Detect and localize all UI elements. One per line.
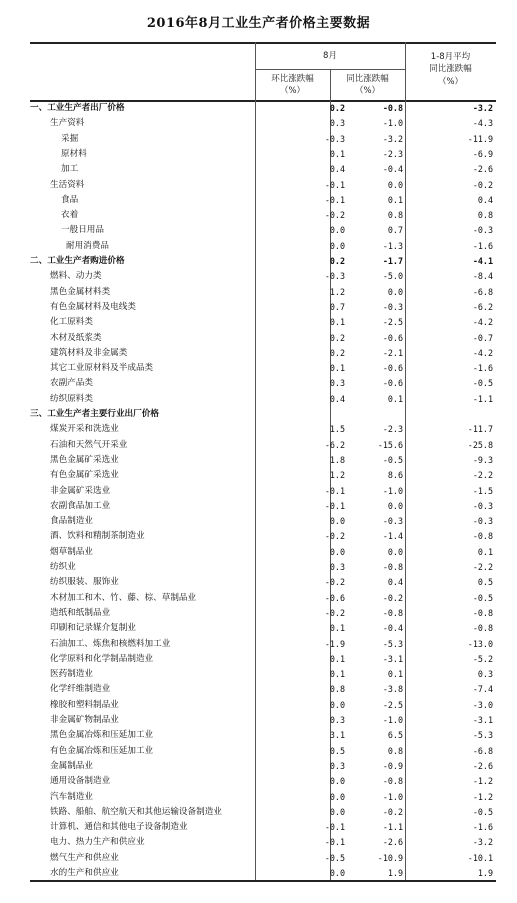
yoy-value: -0.4 [382,164,403,175]
table-row [30,591,496,606]
row-label: 一般日用品 [61,225,104,236]
mom-value: 0.8 [329,684,345,695]
yoy-value: -1.4 [382,531,403,542]
mom-value: 0.7 [329,301,345,312]
table-row [30,132,496,147]
yoy-value: -2.5 [382,699,403,710]
yoy-value: -0.3 [382,516,403,527]
yoy-value: 0.0 [387,546,403,557]
row-label: 医药制造业 [50,669,93,680]
yoy-value: -1.1 [382,822,403,833]
row-label: 造纸和纸制品业 [50,607,111,618]
ytd-value: 0.1 [477,546,493,557]
row-label: 烟草制品业 [50,546,93,557]
mom-value: -0.1 [324,179,345,190]
mom-value: 0.0 [329,806,345,817]
yoy-value: -2.3 [382,424,403,435]
table-row [30,667,496,682]
ytd-value: -4.1 [472,256,493,266]
mom-value: 0.0 [329,240,345,251]
ytd-value: -1.5 [472,485,493,496]
mom-value: 0.2 [329,332,345,343]
mom-value: 0.0 [329,516,345,527]
ytd-value: -0.5 [472,378,493,389]
row-label: 纺织服装、服饰业 [50,577,119,588]
table-row [30,744,496,759]
row-label: 农副产品类 [50,378,93,389]
mom-value: -6.2 [324,439,345,450]
table-row [30,484,496,499]
yoy-value: -0.8 [382,103,403,113]
ytd-value: -4.2 [472,347,493,358]
row-label: 印刷和记录媒介复制业 [50,623,136,634]
row-label: 纺织业 [50,562,76,572]
table-row [30,713,496,728]
table-row [30,820,496,835]
table-row [30,116,496,131]
ytd-value: -9.3 [472,454,493,465]
table-row [30,545,496,560]
row-label: 耐用消费品 [66,240,109,251]
yoy-value: 6.5 [387,730,403,741]
yoy-value: -10.9 [377,852,403,863]
row-label: 计算机、通信和其他电子设备制造业 [50,822,188,833]
table-row [30,376,496,391]
ytd-value: -8.4 [472,271,493,282]
mom-value: -0.1 [324,500,345,511]
yoy-value: -2.6 [382,837,403,848]
row-label: 水的生产和供应业 [50,868,119,878]
yoy-value: -0.6 [382,332,403,343]
row-label: 有色金属材料及电线类 [50,301,136,312]
ytd-value: -0.3 [472,500,493,511]
mom-value: 0.1 [329,653,345,664]
row-label: 采掘 [61,133,79,144]
ytd-value: -3.1 [472,715,493,725]
ytd-value: -0.3 [472,516,493,527]
mom-value: -0.1 [324,822,345,833]
header-yoy-line2: （%） [354,86,381,96]
mom-value: 0.1 [329,148,345,159]
table-top-rule [30,42,496,44]
row-label: 橡胶和塑料制品业 [50,699,119,710]
row-label: 衣着 [61,210,79,221]
row-label: 黑色金属材料类 [50,286,111,297]
row-label: 燃料、动力类 [50,271,102,282]
table-row [30,346,496,361]
header-yoy-line1: 同比涨跌幅 [346,74,389,84]
yoy-value: -0.9 [382,760,403,771]
row-label: 黑色金属冶炼和压延加工业 [50,730,154,741]
mom-value: -0.1 [324,837,345,848]
yoy-value: -1.0 [382,485,403,496]
mom-value: 0.3 [329,562,345,572]
yoy-value: -5.0 [382,271,403,282]
header-mom-line2: （%） [279,86,306,96]
row-label: 二、工业生产者购进价格 [30,256,125,266]
ytd-value: -0.7 [472,332,493,343]
row-label: 纺织原料类 [50,393,93,404]
ytd-value: -13.0 [467,638,493,649]
mom-value: 0.0 [329,791,345,802]
table-row [30,851,496,866]
mom-value: 0.4 [329,164,345,175]
row-label: 非金属矿物制品业 [50,715,119,725]
mom-value: 0.1 [329,623,345,634]
ytd-value: -1.2 [472,776,493,787]
table-row [30,728,496,743]
table-row [30,468,496,483]
row-label: 农副食品加工业 [50,500,111,511]
yoy-value: -1.0 [382,715,403,725]
row-label: 煤炭开采和洗选业 [50,424,119,435]
mom-value: 0.0 [329,546,345,557]
yoy-value: -3.1 [382,653,403,664]
table-row [30,499,496,514]
mom-value: -0.2 [324,607,345,618]
yoy-value: -0.3 [382,301,403,312]
table-row [30,300,496,315]
ytd-value: -5.2 [472,653,493,664]
table-row [30,453,496,468]
mom-value: 0.0 [329,868,345,878]
yoy-value: -2.3 [382,148,403,159]
ytd-value: -11.9 [467,133,493,144]
row-label: 原材料 [61,148,87,159]
ytd-value: -0.8 [472,607,493,618]
table-row [30,422,496,437]
table-row [30,193,496,208]
table-row [30,285,496,300]
table-row [30,835,496,850]
table-row [30,652,496,667]
row-label: 通用设备制造业 [50,776,111,787]
ytd-value: -0.5 [472,592,493,603]
row-label: 酒、饮料和精制茶制造业 [50,531,145,542]
table-row [30,361,496,376]
table-row [30,682,496,697]
header-ytd-line1: 1-8月平均 [430,52,471,62]
header-mom-line1: 环比涨跌幅 [271,74,314,84]
row-label: 有色金属冶炼和压延加工业 [50,745,154,756]
mom-value: 0.3 [329,715,345,725]
ytd-value: -0.8 [472,531,493,542]
mom-value: -1.9 [324,638,345,649]
yoy-value: -0.6 [382,378,403,389]
header-ytd-line3: （%） [437,77,464,87]
ytd-value: -3.0 [472,699,493,710]
yoy-value: -1.0 [382,791,403,802]
yoy-value: 0.1 [387,669,403,680]
mom-value: 0.4 [329,393,345,404]
mom-value: 0.2 [329,256,345,266]
ytd-value: -1.6 [472,822,493,833]
table-row [30,606,496,621]
row-label: 食品制造业 [50,516,93,527]
row-label: 木材及纸浆类 [50,332,102,343]
row-label: 建筑材料及非金属类 [50,347,128,358]
yoy-value: -1.7 [382,256,403,266]
yoy-value: -0.8 [382,607,403,618]
table-row [30,560,496,575]
mom-value: -0.6 [324,592,345,603]
mom-value: 0.1 [329,317,345,328]
ytd-value: -10.1 [467,852,493,863]
table-row [30,239,496,254]
yoy-value: -1.3 [382,240,403,251]
table-row [30,269,496,284]
table-row [30,223,496,238]
ytd-value: -2.6 [472,164,493,175]
yoy-value: -2.5 [382,317,403,328]
yoy-value: -0.8 [382,562,403,572]
table-row [30,514,496,529]
mom-value: 1.8 [329,454,345,465]
mom-value: -0.1 [324,194,345,205]
header-group-label: 8月 [323,51,337,61]
table-row [30,790,496,805]
yoy-value: -0.2 [382,806,403,817]
yoy-value: 8.6 [387,470,403,481]
mom-value: -0.5 [324,852,345,863]
row-label: 食品 [61,194,79,205]
ytd-value: 0.5 [477,577,493,588]
ytd-value: 0.3 [477,669,493,680]
row-label: 非金属矿采选业 [50,485,111,496]
table-row [30,529,496,544]
table-row [30,162,496,177]
table-row [30,637,496,652]
yoy-value: -15.6 [377,439,403,450]
ytd-value: -6.9 [472,148,493,159]
yoy-value: 0.4 [387,577,403,588]
ytd-value: -0.5 [472,806,493,817]
mom-value: 1.5 [329,424,345,435]
yoy-value: 0.8 [387,210,403,221]
mom-value: 1.2 [329,470,345,481]
yoy-value: 0.8 [387,745,403,756]
table-row [30,101,496,116]
table-row [30,698,496,713]
row-label: 化学纤维制造业 [50,684,111,695]
yoy-value: -0.4 [382,623,403,634]
mom-value: -0.2 [324,577,345,588]
yoy-value: -2.1 [382,347,403,358]
mom-value: 0.2 [329,347,345,358]
ytd-value: -7.4 [472,684,493,695]
yoy-value: -3.2 [382,133,403,144]
ytd-value: -1.1 [472,393,493,404]
ytd-value: -3.2 [472,837,493,848]
yoy-value: -0.2 [382,592,403,603]
table-row [30,315,496,330]
ytd-value: -4.3 [472,118,493,129]
row-label: 石油和天然气开采业 [50,439,128,450]
mom-value: 0.1 [329,363,345,374]
ytd-value: -2.2 [472,470,493,481]
row-label: 金属制品业 [50,760,93,771]
row-label: 汽车制造业 [50,791,93,802]
mom-value: 0.2 [329,103,345,113]
ytd-value: -6.2 [472,301,493,312]
ytd-value: -0.3 [472,225,493,236]
row-label: 一、工业生产者出厂价格 [30,103,125,113]
yoy-value: -0.6 [382,363,403,374]
mom-value: 3.1 [329,730,345,741]
table-row [30,774,496,789]
table-row [30,866,496,881]
ytd-value: 1.9 [477,868,493,878]
row-label: 三、工业生产者主要行业出厂价格 [30,409,159,419]
yoy-value: 0.0 [387,286,403,297]
mom-value: 0.1 [329,669,345,680]
mom-value: 0.3 [329,378,345,389]
mom-value: -0.2 [324,531,345,542]
table-row [30,805,496,820]
table-row [30,438,496,453]
table-row [30,208,496,223]
row-label: 生活资料 [50,179,85,190]
ytd-value: -6.8 [472,745,493,756]
ytd-value: -1.6 [472,363,493,374]
table-row [30,621,496,636]
mom-value: -0.3 [324,271,345,282]
mom-value: 0.3 [329,760,345,771]
mom-value: 0.3 [329,118,345,129]
mom-value: 0.0 [329,225,345,236]
ytd-value: -25.8 [467,439,493,450]
row-label: 加工 [61,164,79,175]
row-label: 黑色金属矿采选业 [50,454,119,465]
table-row [30,392,496,407]
ytd-value: 0.8 [477,210,493,221]
table-row [30,759,496,774]
table-row [30,178,496,193]
row-label: 生产资料 [50,118,85,129]
yoy-value: -5.3 [382,638,403,649]
yoy-value: 0.0 [387,179,403,190]
ytd-value: -1.6 [472,240,493,251]
ytd-value: -5.3 [472,730,493,741]
ytd-value: -2.2 [472,562,493,572]
table-row [30,407,496,422]
yoy-value: -1.0 [382,118,403,129]
table-row [30,575,496,590]
yoy-value: 0.0 [387,500,403,511]
row-label: 石油加工、炼焦和核燃料加工业 [50,638,171,649]
ytd-value: -6.8 [472,286,493,297]
mom-value: 0.0 [329,699,345,710]
row-label: 化工原料类 [50,317,93,328]
ytd-value: -2.6 [472,760,493,771]
row-label: 化学原料和化学制品制造业 [50,653,154,664]
ytd-value: -11.7 [467,424,493,435]
table-row [30,331,496,346]
ytd-value: -4.2 [472,317,493,328]
yoy-value: -0.8 [382,776,403,787]
mom-value: -0.2 [324,210,345,221]
row-label: 有色金属矿采选业 [50,470,119,481]
table-row [30,254,496,269]
row-label: 其它工业原材料及半成品类 [50,363,154,374]
yoy-value: -3.8 [382,684,403,695]
row-label: 木材加工和木、竹、藤、棕、草制品业 [50,592,197,603]
row-label: 电力、热力生产和供应业 [50,837,145,848]
mom-value: 0.5 [329,745,345,756]
ytd-value: -1.2 [472,791,493,802]
header-ytd-line2: 同比涨跌幅 [429,64,472,74]
mom-value: -0.1 [324,485,345,496]
ytd-value: 0.4 [477,194,493,205]
mom-value: 0.0 [329,776,345,787]
ytd-value: -0.2 [472,179,493,190]
yoy-value: -0.5 [382,454,403,465]
yoy-value: 0.1 [387,194,403,205]
row-label: 铁路、船舶、航空航天和其他运输设备制造业 [50,806,222,817]
page-title: 2016年8月工业生产者价格主要数据 [146,16,371,31]
mom-value: 1.2 [329,286,345,297]
ytd-value: -3.2 [472,103,493,113]
yoy-value: 0.1 [387,393,403,404]
table-row [30,147,496,162]
row-label: 燃气生产和供应业 [50,852,119,863]
ytd-value: -0.8 [472,623,493,634]
yoy-value: 1.9 [387,868,403,878]
yoy-value: 0.7 [387,225,403,236]
mom-value: -0.3 [324,133,345,144]
